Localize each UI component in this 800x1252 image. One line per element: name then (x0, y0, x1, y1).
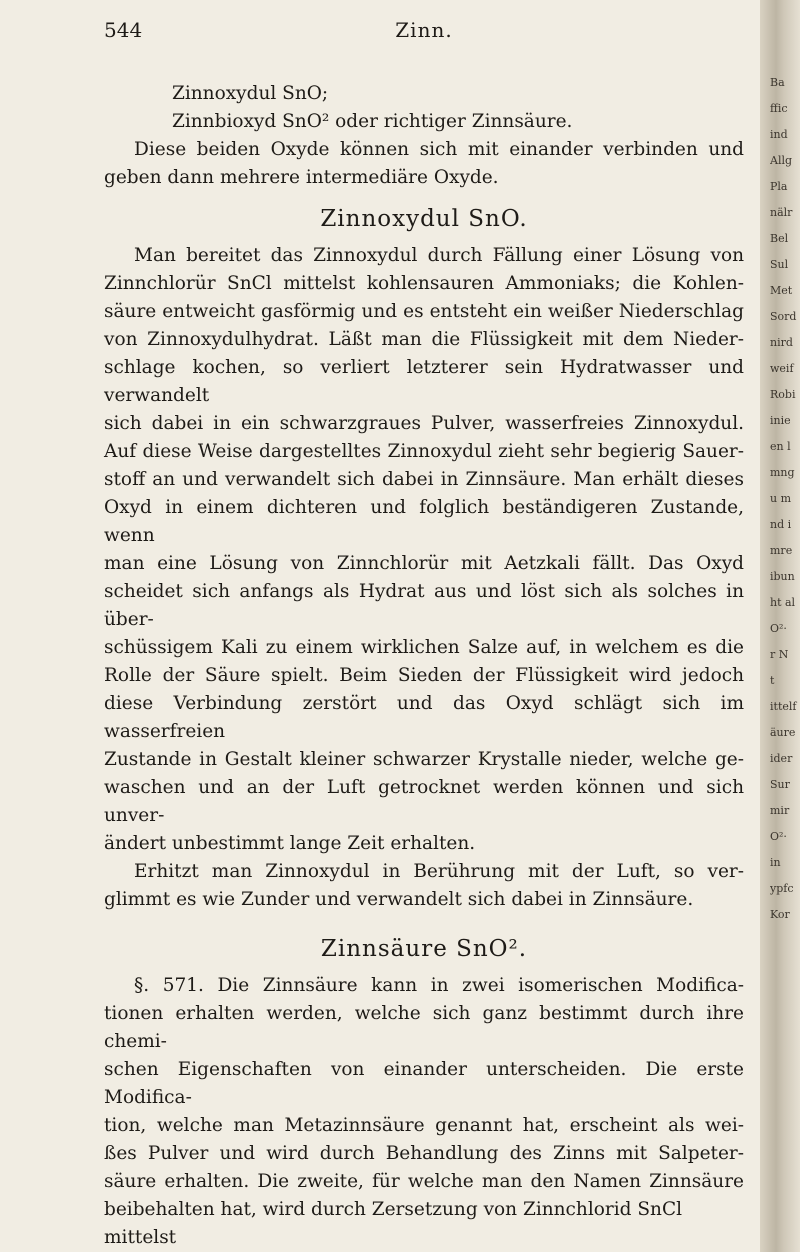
text-line: tion, welche man Metazinnsäure genannt hat, erscheint als wei- (104, 1115, 744, 1136)
gutter-fragment: Sord (770, 310, 797, 323)
gutter-fragment: Pla (770, 180, 788, 193)
gutter-fragment: ittelf (770, 700, 797, 713)
text-line: säure erhalten. Die zweite, für welche man den Namen Zinnsäure (104, 1171, 744, 1192)
text-line: ßes Pulver und wird durch Behandlung des Zinns mit Salpeter- (104, 1143, 744, 1164)
text-line: Man bereitet das Zinnoxydul durch Fällung einer Lösung von (134, 245, 744, 266)
text-line: tionen erhalten werden, welche sich ganz bestimmt durch ihre chemi- (104, 1003, 744, 1052)
text-line: schüssigem Kali zu einem wirklichen Salze auf, in welchem es die (104, 637, 744, 658)
text-line: schen Eigenschaften von einander unterscheiden. Die erste Modifica- (104, 1059, 744, 1108)
gutter-fragment: Met (770, 284, 793, 297)
text-line: ändert unbestimmt lange Zeit erhalten. (104, 833, 476, 854)
gutter-fragment: äure (770, 726, 796, 739)
gutter-fragment: ider (770, 752, 793, 765)
text-line: waschen und an der Luft getrocknet werden können und sich unver- (104, 777, 744, 826)
facing-page-fragments (770, 70, 798, 1190)
gutter-fragment: O²· (770, 830, 787, 843)
page-body (104, 80, 744, 1252)
section-heading-zinnsaeure: Zinnsäure SnO². (320, 936, 528, 962)
gutter-fragment: inie (770, 414, 791, 427)
text-line: stoff an und verwandelt sich dabei in Zinnsäure. Man erhält dieses (104, 469, 744, 490)
gutter-fragment: r N (770, 648, 789, 661)
text-line: sich dabei in ein schwarzgraues Pulver, wasserfreies Zinnoxydul. (104, 413, 744, 434)
section-heading-zinnoxydul: Zinnoxydul SnO. (320, 206, 528, 232)
intro-line: Diese beiden Oxyde können sich mit einander verbinden und (134, 139, 744, 160)
gutter-fragment: en l (770, 440, 791, 453)
gutter-fragment: in (770, 856, 781, 869)
gutter-fragment: mir (770, 804, 790, 817)
text-line: Oxyd in einem dichteren und folglich beständigeren Zustande, wenn (104, 497, 744, 546)
text-line: scheidet sich anfangs als Hydrat aus und löst sich als solches in über- (104, 581, 744, 630)
running-head: Zinn. (395, 18, 453, 42)
gutter-fragment: ibun (770, 570, 795, 583)
section-zinnsaeure-text (104, 972, 744, 1252)
gutter-fragment: Sul (770, 258, 789, 271)
text-line: beibehalten hat, wird durch Zersetzung von Zinnchlorid SnCl mittelst (104, 1199, 683, 1248)
text-line: von Zinnoxydulhydrat. Läßt man die Flüssigkeit mit dem Nieder- (104, 329, 744, 350)
text-line: Zustande in Gestalt kleiner schwarzer Krystalle nieder, welche ge- (104, 749, 744, 770)
gutter-fragment: Allg (770, 154, 793, 167)
gutter-fragment: Robi (770, 388, 796, 401)
text-line: säure entweicht gasförmig und es entsteht ein weißer Niederschlag (104, 301, 744, 322)
intro-line: Zinnoxydul SnO; (172, 83, 329, 104)
gutter-fragment: O²· (770, 622, 787, 635)
gutter-fragment: ind (770, 128, 788, 141)
gutter-fragment: Kor (770, 908, 790, 921)
gutter-fragment: t (770, 674, 775, 687)
gutter-fragment: nälr (770, 206, 793, 219)
gutter-fragment: ypfc (770, 882, 794, 895)
text-line: glimmt es wie Zunder und verwandelt sich dabei in Zinnsäure. (104, 889, 694, 910)
text-line: §. 571. Die Zinnsäure kann in zwei isomerischen Modifica- (134, 975, 744, 996)
intro-line: geben dann mehrere intermediäre Oxyde. (104, 167, 499, 188)
gutter-fragment: Sur (770, 778, 790, 791)
text-line: Auf diese Weise dargestelltes Zinnoxydul zieht sehr begierig Sauer- (104, 441, 744, 462)
section-zinnoxydul-paragraph2 (104, 858, 744, 914)
gutter-fragment: mng (770, 466, 795, 479)
page-number: 544 (104, 18, 143, 42)
gutter-fragment: ht al (770, 596, 796, 609)
text-line: Zinnchlorür SnCl mittelst kohlensauren Ammoniaks; die Kohlen- (104, 273, 744, 294)
gutter-fragment: ffic (770, 102, 788, 115)
text-line: Erhitzt man Zinnoxydul in Berührung mit der Luft, so ver- (134, 861, 744, 882)
gutter-fragment: mre (770, 544, 793, 557)
intro-line: Zinnbioxyd SnO² oder richtiger Zinnsäure. (172, 111, 573, 132)
section-zinnoxydul-text (104, 242, 744, 858)
gutter-fragment: Bel (770, 232, 789, 245)
text-line: man eine Lösung von Zinnchlorür mit Aetzkali fällt. Das Oxyd (104, 553, 744, 574)
text-line: schlage kochen, so verliert letzterer sein Hydratwasser und verwandelt (104, 357, 744, 406)
text-line: diese Verbindung zerstört und das Oxyd schlägt sich im wasserfreien (104, 693, 744, 742)
gutter-fragment: u m (770, 492, 792, 505)
page-header (104, 18, 744, 48)
gutter-fragment: weif (770, 362, 794, 375)
gutter-fragment: nird (770, 336, 793, 349)
gutter-fragment: nd i (770, 518, 792, 531)
gutter-fragment: Ba (770, 76, 785, 89)
text-line: Rolle der Säure spielt. Beim Sieden der Flüssigkeit wird jedoch (104, 665, 744, 686)
